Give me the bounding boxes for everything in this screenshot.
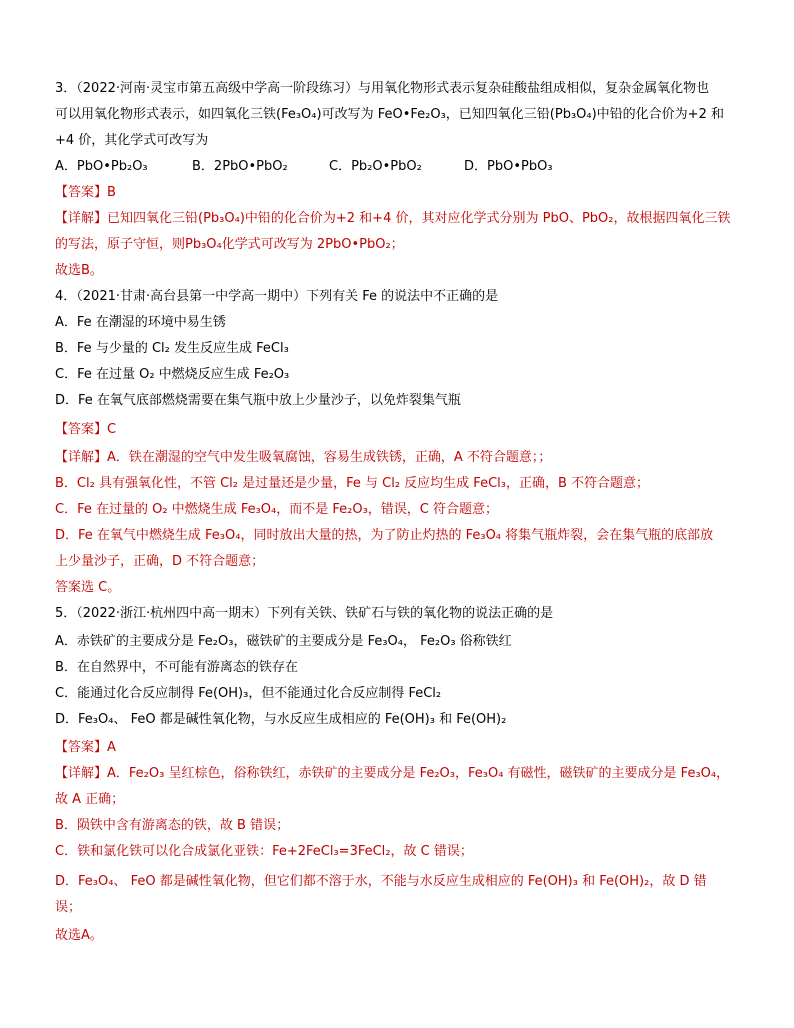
q3-stem-line-1: 3．（2022·河南·灵宝市第五高级中学高一阶段练习）与用氧化物形式表示复杂硅酸盐组成相似，复杂金属氧化物也 xyxy=(55,81,710,96)
q4-conclusion: 答案选 C。 xyxy=(55,580,121,595)
q4-detail-d-line-2: 上少量沙子，正确，D 不符合题意； xyxy=(55,554,265,569)
q5-option-a: A．赤铁矿的主要成分是 Fe₂O₃，磁铁矿的主要成分是 Fe₃O₄， Fe₂O₃ 俗称铁红 xyxy=(55,634,512,649)
q4-option-c: C．Fe 在过量 O₂ 中燃烧反应生成 Fe₂O₃ xyxy=(55,367,290,382)
q5-detail-d-line-2: 误； xyxy=(55,900,82,915)
q4-detail-b: B．Cl₂ 具有强氧化性，不管 Cl₂ 是过量还是少量，Fe 与 Cl₂ 反应均生成 FeCl₃，正确，B 不符合题意； xyxy=(55,476,650,491)
q3-option-b: B．2PbO•PbO₂ xyxy=(192,159,288,174)
q5-detail-a-line-1: 【详解】A．Fe₂O₃ 呈红棕色，俗称铁红，赤铁矿的主要成分是 Fe₂O₃，Fe₃O₄ 有磁性，磁铁矿的主要成分是 Fe₃O₄， xyxy=(55,766,730,781)
q5-option-d: D．Fe₃O₄、 FeO 都是碱性氧化物，与水反应生成相应的 Fe(OH)₃ 和 Fe(OH)₂ xyxy=(55,712,507,727)
q3-detail-line-2: 的写法，原子守恒，则Pb₃O₄化学式可改写为 2PbO•PbO₂； xyxy=(55,237,404,252)
q5-detail-c: C．铁和氯化铁可以化合成氯化亚铁：Fe+2FeCl₃=3FeCl₂，故 C 错误； xyxy=(55,844,473,859)
q5-option-b: B．在自然界中，不可能有游离态的铁存在 xyxy=(55,660,298,675)
q5-stem: 5．（2022·浙江·杭州四中高一期末）下列有关铁、铁矿石与铁的氧化物的说法正确的是 xyxy=(55,606,554,621)
q3-option-c: C．Pb₂O•PbO₂ xyxy=(329,159,422,174)
q3-stem-line-2: 可以用氧化物形式表示，如四氧化三铁(Fe₃O₄)可改写为 FeO•Fe₂O₃，已知四氧化三铅(Pb₃O₄)中铅的化合价为+2 和 xyxy=(55,107,724,122)
q4-option-d: D．Fe 在氧气底部燃烧需要在集气瓶中放上少量沙子，以免炸裂集气瓶 xyxy=(55,393,461,408)
q5-option-c: C．能通过化合反应制得 Fe(OH)₃，但不能通过化合反应制得 FeCl₂ xyxy=(55,686,442,701)
q4-detail-a: 【详解】A．铁在潮湿的空气中发生吸氧腐蚀，容易生成铁锈，正确，A 不符合题意；； xyxy=(55,450,552,465)
q3-conclusion: 故选B。 xyxy=(55,263,103,278)
q5-detail-a-line-2: 故 A 正确； xyxy=(55,792,125,807)
q4-stem: 4．（2021·甘肃·高台县第一中学高一期中）下列有关 Fe 的说法中不正确的是 xyxy=(55,289,499,304)
q4-detail-c: C．Fe 在过量的 O₂ 中燃烧生成 Fe₃O₄，而不是 Fe₂O₃，错误，C 符合题意； xyxy=(55,502,498,517)
q4-detail-d-line-1: D．Fe 在氧气中燃烧生成 Fe₃O₄，同时放出大量的热，为了防止灼热的 Fe₃O₄ 将集气瓶炸裂，会在集气瓶的底部放 xyxy=(55,528,714,543)
q5-answer: 【答案】A xyxy=(55,740,116,755)
q4-option-b: B．Fe 与少量的 Cl₂ 发生反应生成 FeCl₃ xyxy=(55,341,289,356)
q4-answer: 【答案】C xyxy=(55,422,117,437)
q3-detail-line-1: 【详解】已知四氧化三铅(Pb₃O₄)中铅的化合价为+2 和+4 价，其对应化学式分别为 PbO、PbO₂，故根据四氧化三铁 xyxy=(55,211,731,226)
q5-detail-b: B．陨铁中含有游离态的铁，故 B 错误； xyxy=(55,818,290,833)
q3-options xyxy=(55,157,553,177)
q3-stem-line-3: +4 价，其化学式可改写为 xyxy=(55,133,209,148)
q5-detail-d-line-1: D．Fe₃O₄、 FeO 都是碱性氧化物，但它们都不溶于水，不能与水反应生成相应的 Fe(OH)₃ 和 Fe(OH)₂，故 D 错 xyxy=(55,874,707,889)
q3-option-d: D．PbO•PbO₃ xyxy=(464,159,553,174)
q3-answer: 【答案】B xyxy=(55,185,116,200)
q3-option-a: A．PbO•Pb₂O₃ xyxy=(55,159,148,174)
q4-option-a: A．Fe 在潮湿的环境中易生锈 xyxy=(55,315,226,330)
q5-conclusion: 故选A。 xyxy=(55,928,103,943)
